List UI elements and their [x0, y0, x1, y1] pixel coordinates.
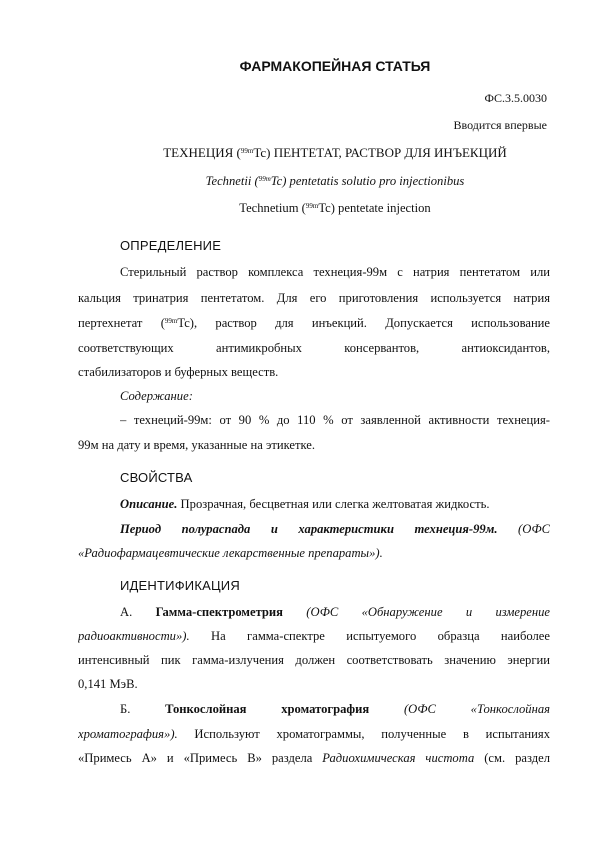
name-english: Technetium ($^{99m}$Tc) pentetate injection	[239, 201, 431, 215]
identification-b-line: Б. Тонкослойная хроматография (ОФС «Тонкослойная	[120, 702, 550, 716]
half-life-line: Период полураспада и характеристики технеция-99м. (ОФС	[120, 522, 550, 536]
half-life-line: «Радиофармацевтические лекарственные препараты»).	[78, 546, 383, 560]
paragraph-line: пертехнетат ($^{99m}$Tc), раствор для инъекций. Допускается использование	[78, 316, 550, 330]
document-note: Вводится впервые	[453, 118, 547, 132]
identification-b-line: «Примесь А» и «Примесь В» раздела Радиохимическая чистота (см. раздел	[78, 751, 550, 765]
name-latin: Technetii ($^{99m}$Tc) pentetatis solutio pro injectionibus	[205, 174, 465, 188]
content-line: – технеций-99м: от 90 % до 110 % от заявленной активности технеция-	[120, 413, 550, 427]
identification-a-line: А. Гамма-спектрометрия (ОФС «Обнаружение и измерение	[120, 605, 550, 619]
identification-a-line: интенсивный пик гамма-излучения должен соответствовать значению энергии	[78, 653, 550, 667]
description-line: Описание. Прозрачная, бесцветная или слегка желтоватая жидкость.	[120, 497, 490, 511]
identification-a-line: 0,141 МэВ.	[78, 677, 138, 691]
identification-b-line: хроматография»). Используют хроматограммы, полученные в испытаниях	[78, 727, 550, 741]
document-code: ФС.3.5.0030	[484, 91, 547, 105]
content-line: 99м на дату и время, указанные на этикетке.	[78, 438, 316, 452]
paragraph-line: Стерильный раствор комплекса технеция-99м с натрия пентетатом или	[120, 265, 550, 279]
section-heading-definition: ОПРЕДЕЛЕНИЕ	[120, 238, 222, 253]
name-russian: ТЕХНЕЦИЯ ($^{99m}$Tc) ПЕНТЕТАТ, РАСТВОР ДЛЯ ИНЪЕКЦИЙ	[163, 145, 507, 160]
paragraph-line: стабилизаторов и буферных веществ.	[78, 365, 279, 379]
section-heading-identification: ИДЕНТИФИКАЦИЯ	[120, 578, 240, 593]
document-title: ФАРМАКОПЕЙНАЯ СТАТЬЯ	[239, 58, 431, 74]
identification-a-line: радиоактивности»). На гамма-спектре испытуемого образца наиболее	[78, 629, 550, 643]
paragraph-line: кальция тринатрия пентетатом. Для его приготовления используется натрия	[78, 291, 550, 305]
content-label: Содержание:	[120, 389, 193, 403]
paragraph-line: соответствующих антимикробных консервантов, антиоксидантов,	[78, 341, 550, 355]
section-heading-properties: СВОЙСТВА	[120, 470, 193, 485]
